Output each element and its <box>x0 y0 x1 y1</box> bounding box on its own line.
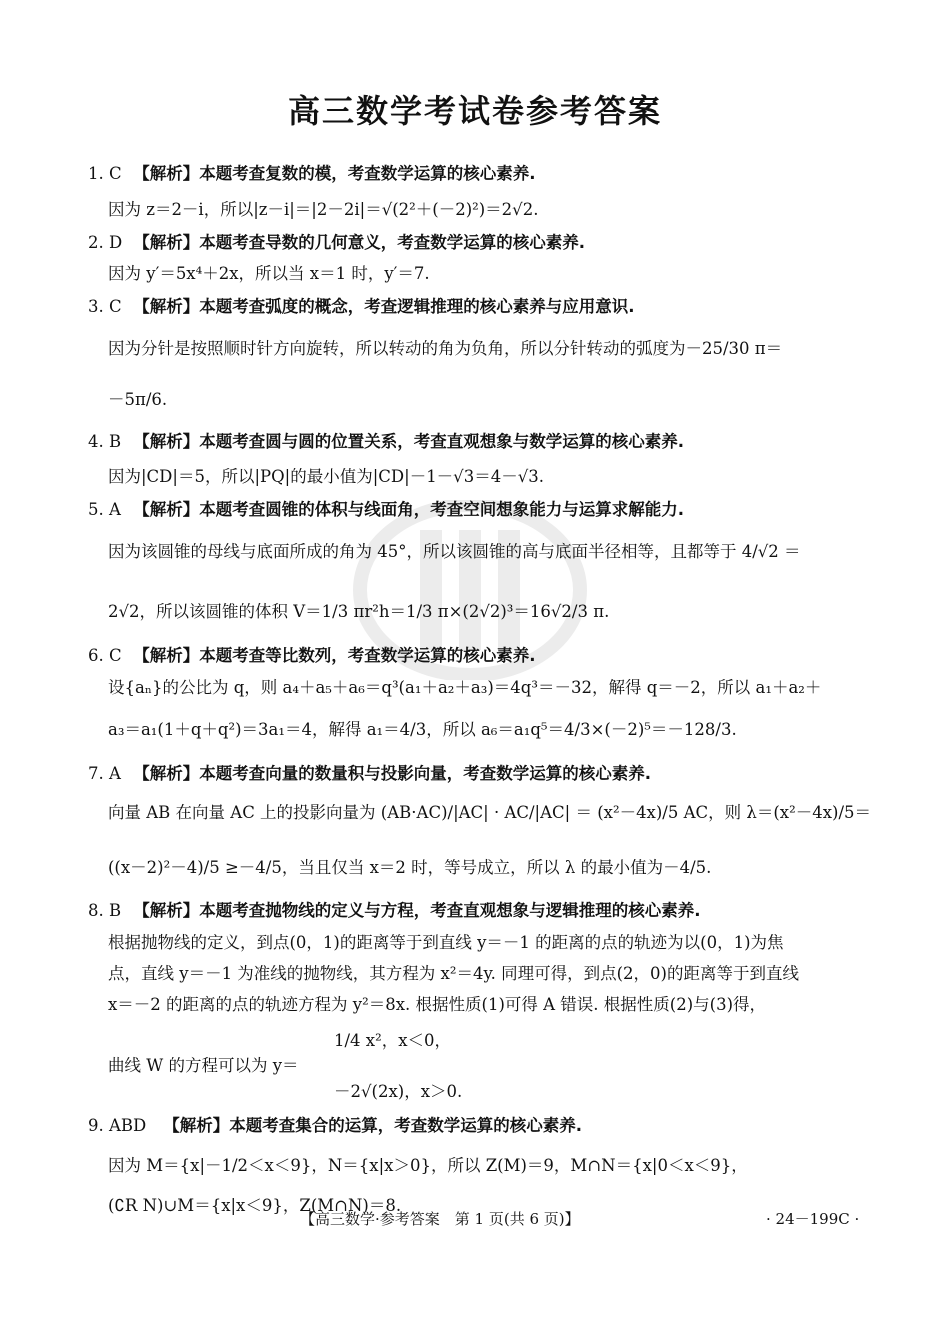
footer-page-info: 【高三数学·参考答案 第 1 页(共 6 页)】 <box>300 1210 580 1228</box>
question-number: 3. C <box>88 297 122 316</box>
question-5-header <box>88 502 684 519</box>
analysis-tag: 【解析】 <box>133 764 200 783</box>
question-topic: 本题考查圆与圆的位置关系，考查直观想象与数学运算的核心素养. <box>199 432 685 451</box>
question-8-piecewise-case-2: －2√(2x)，x＞0. <box>334 1082 463 1101</box>
question-8-line-2: 点，直线 y＝－1 为准线的抛物线，其方程为 x²＝4y. 同理可得，到点(2，0)的距离等于到直线 <box>108 964 799 983</box>
footer-code: · 24－199C · <box>766 1210 860 1228</box>
question-8-piecewise-case-1: 1/4 x²，x＜0， <box>334 1031 452 1050</box>
analysis-tag: 【解析】 <box>133 646 200 665</box>
analysis-tag: 【解析】 <box>133 233 200 252</box>
question-5-line-2: 2√2，所以该圆锥的体积 V＝1/3 πr²h＝1/3 π×(2√2)³＝16√2/3 π. <box>108 602 610 621</box>
question-4-header <box>88 434 684 451</box>
question-1-line-1: 因为 z＝2－i，所以|z－i|＝|2－2i|＝√(2²＋(－2)²)＝2√2. <box>108 200 539 219</box>
question-number: 7. A <box>88 764 121 783</box>
question-7-header <box>88 766 651 783</box>
question-3-header <box>88 299 635 316</box>
question-2-line-1: 因为 y′＝5x⁴＋2x，所以当 x＝1 时，y′＝7. <box>108 264 430 283</box>
question-7-line-2: ((x－2)²－4)/5 ≥－4/5，当且仅当 x＝2 时，等号成立，所以 λ 的最小值为－4/5. <box>108 858 712 877</box>
question-9-header <box>88 1118 582 1135</box>
page-title: 高三数学考试卷参考答案 <box>287 92 662 130</box>
analysis-tag: 【解析】 <box>133 901 200 920</box>
question-number: 9. ABD <box>88 1116 147 1135</box>
question-5-line-1: 因为该圆锥的母线与底面所成的角为 45°，所以该圆锥的高与底面半径相等，且都等于 4/√2 ＝ <box>108 542 801 561</box>
question-2-header <box>88 235 585 252</box>
question-topic: 本题考查导数的几何意义，考查数学运算的核心素养. <box>199 233 586 252</box>
question-6-line-1: 设{aₙ}的公比为 q，则 a₄＋a₅＋a₆＝q³(a₁＋a₂＋a₃)＝4q³＝－32，解得 q＝－2，所以 a₁＋a₂＋ <box>108 678 822 697</box>
analysis-tag: 【解析】 <box>133 500 200 519</box>
question-number: 1. C <box>88 164 122 183</box>
question-1-header <box>88 166 536 183</box>
question-9-line-1: 因为 M＝{x|－1/2＜x＜9}，N＝{x|x＞0}，所以 Z(M)＝9，M∩N＝{x|0＜x＜9}， <box>108 1156 748 1175</box>
question-6-line-2: a₃＝a₁(1＋q＋q²)＝3a₁＝4，解得 a₁＝4/3，所以 a₆＝a₁q⁵＝4/3×(－2)⁵＝－128/3. <box>108 720 737 739</box>
question-topic: 本题考查集合的运算，考查数学运算的核心素养. <box>229 1116 583 1135</box>
question-6-header <box>88 648 536 665</box>
question-topic: 本题考查圆锥的体积与线面角，考查空间想象能力与运算求解能力. <box>199 500 685 519</box>
question-4-line-1: 因为|CD|＝5，所以|PQ|的最小值为|CD|－1－√3＝4－√3. <box>108 467 544 486</box>
question-topic: 本题考查抛物线的定义与方程，考查直观想象与逻辑推理的核心素养. <box>199 901 701 920</box>
question-8-line-4: 曲线 W 的方程可以为 y＝ <box>108 1056 299 1075</box>
question-topic: 本题考查复数的模，考查数学运算的核心素养. <box>199 164 536 183</box>
question-9-line-2: (∁R N)∪M＝{x|x＜9}，Z(M∩N)＝8. <box>108 1196 402 1215</box>
question-7-line-1: 向量 AB 在向量 AC 上的投影向量为 (AB·AC)/|AC| · AC/|AC| ＝ (x²－4x)/5 AC，则 λ＝(x²－4x)/5＝ <box>108 803 872 822</box>
question-3-line-2: －5π/6. <box>108 390 168 409</box>
analysis-tag: 【解析】 <box>163 1116 230 1135</box>
question-number: 2. D <box>88 233 123 252</box>
question-topic: 本题考查向量的数量积与投影向量，考查数学运算的核心素养. <box>199 764 652 783</box>
question-topic: 本题考查弧度的概念，考查逻辑推理的核心素养与应用意识. <box>199 297 635 316</box>
question-8-line-3: x＝－2 的距离的点的轨迹方程为 y²＝8x. 根据性质(1)可得 A 错误. 根据性质(2)与(3)得， <box>108 995 767 1014</box>
question-8-header <box>88 903 701 920</box>
question-8-line-1: 根据抛物线的定义，到点(0，1)的距离等于到直线 y＝－1 的距离的点的轨迹为以(0，1)为焦 <box>108 933 784 952</box>
question-3-line-1: 因为分针是按照顺时针方向旋转，所以转动的角为负角，所以分针转动的弧度为－25/30 π＝ <box>108 339 783 358</box>
question-number: 6. C <box>88 646 122 665</box>
question-number: 5. A <box>88 500 121 519</box>
question-number: 4. B <box>88 432 122 451</box>
analysis-tag: 【解析】 <box>133 297 200 316</box>
analysis-tag: 【解析】 <box>133 164 200 183</box>
question-number: 8. B <box>88 901 122 920</box>
analysis-tag: 【解析】 <box>133 432 200 451</box>
question-topic: 本题考查等比数列，考查数学运算的核心素养. <box>199 646 536 665</box>
